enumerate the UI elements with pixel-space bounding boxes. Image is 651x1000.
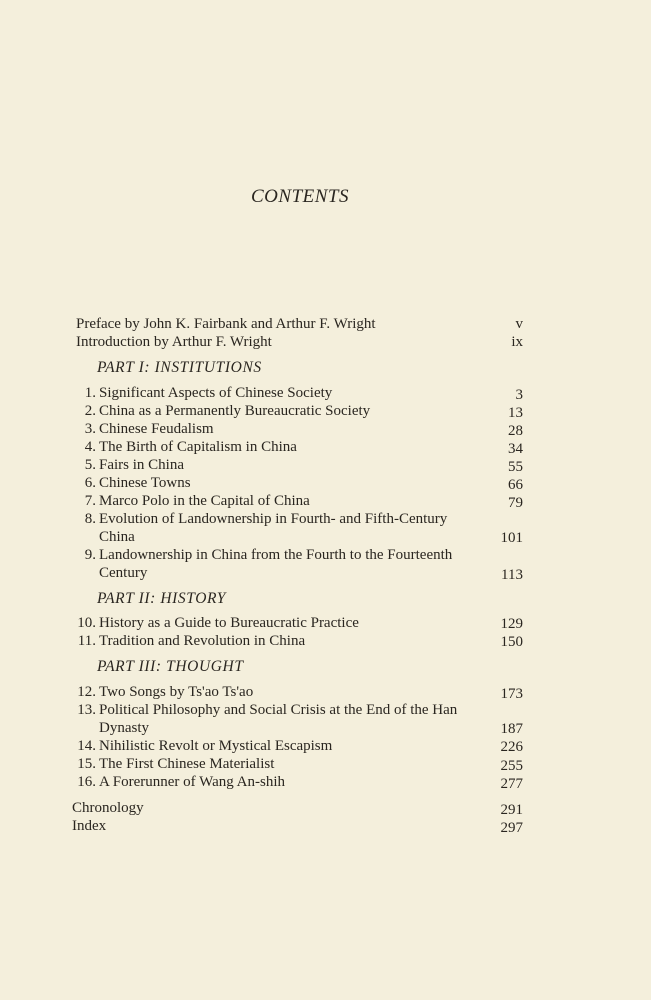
chapter-page: 255 [500, 758, 523, 774]
chapter-number: 8. [84, 511, 96, 527]
toc-entry [76, 420, 214, 438]
part-heading: PART I: INSTITUTIONS [97, 359, 262, 376]
chapter-title: Tradition and Revolution in China [99, 633, 306, 649]
toc-entry-introduction [76, 333, 272, 351]
chapter-title: Two Songs by Ts'ao Ts'ao [99, 684, 254, 700]
chapter-title-continued: Dynasty [99, 720, 149, 736]
contents-heading: CONTENTS [251, 186, 349, 207]
chapter-page: 13 [508, 405, 523, 421]
chapter-number: 2. [84, 403, 96, 419]
chapter-title: Fairs in China [99, 457, 184, 473]
chapter-title: Nihilistic Revolt or Mystical Escapism [99, 738, 333, 754]
toc-entry-chronology [72, 799, 144, 817]
toc-entry-label: Chronology [72, 800, 144, 816]
toc-entry-continuation [99, 564, 147, 582]
chapter-page: 113 [501, 567, 523, 583]
chapter-number: 5. [84, 457, 96, 473]
toc-entry [76, 546, 452, 564]
toc-entry [74, 773, 285, 791]
toc-page-chronology: 291 [500, 802, 523, 818]
toc-entry [74, 683, 253, 701]
chapter-number: 15. [77, 756, 96, 772]
toc-entry-index [72, 817, 106, 835]
toc-entry-continuation [99, 528, 135, 546]
chapter-title: Landownership in China from the Fourth to the Fourteenth [99, 547, 453, 563]
chapter-page: 3 [515, 387, 523, 403]
toc-entry [74, 737, 332, 755]
chapter-number: 13. [77, 702, 96, 718]
toc-entry [76, 384, 332, 402]
chapter-title: Marco Polo in the Capital of China [99, 493, 310, 509]
part-heading: PART II: HISTORY [97, 590, 227, 607]
toc-entry-label: Preface by John K. Fairbank and Arthur F. Wright [76, 316, 376, 332]
chapter-number: 10. [77, 615, 96, 631]
toc-page-index: 297 [500, 820, 523, 836]
chapter-title: Chinese Towns [99, 475, 191, 491]
chapter-title: Evolution of Landownership in Fourth- and Fifth-Century [99, 511, 448, 527]
chapter-title-continued: Century [99, 565, 148, 581]
chapter-page: 187 [500, 721, 523, 737]
chapter-number: 1. [84, 385, 96, 401]
chapter-number: 14. [77, 738, 96, 754]
toc-entry [76, 438, 297, 456]
part-heading: PART III: THOUGHT [97, 658, 244, 675]
chapter-title: Chinese Feudalism [99, 421, 214, 437]
toc-entry [76, 510, 447, 528]
toc-entry-preface [76, 315, 376, 333]
chapter-number: 6. [84, 475, 96, 491]
chapter-title: A Forerunner of Wang An-shih [99, 774, 285, 790]
chapter-number: 4. [84, 439, 96, 455]
toc-entry [76, 456, 184, 474]
chapter-page: 28 [508, 423, 523, 439]
chapter-number: 3. [84, 421, 96, 437]
chapter-number: 11. [77, 633, 96, 649]
toc-entry [76, 492, 310, 510]
chapter-number: 7. [84, 493, 96, 509]
toc-entry [74, 632, 305, 650]
chapter-page: 226 [500, 739, 523, 755]
chapter-number: 16. [77, 774, 96, 790]
chapter-number: 9. [84, 547, 96, 563]
chapter-number: 12. [77, 684, 96, 700]
toc-entry [76, 402, 370, 420]
toc-entry-continuation [99, 719, 149, 737]
toc-page-introduction: ix [511, 334, 523, 350]
chapter-page: 101 [500, 530, 523, 546]
toc-entry [74, 755, 274, 773]
chapter-page: 55 [508, 459, 523, 475]
chapter-title: China as a Permanently Bureaucratic Society [99, 403, 371, 419]
toc-page-preface: v [515, 316, 523, 332]
chapter-page: 34 [508, 441, 523, 457]
chapter-page: 66 [508, 477, 523, 493]
chapter-title-continued: China [99, 529, 135, 545]
chapter-title: The Birth of Capitalism in China [99, 439, 297, 455]
chapter-page: 173 [500, 686, 523, 702]
toc-entry [76, 474, 191, 492]
toc-entry [74, 614, 359, 632]
chapter-title: Political Philosophy and Social Crisis at the End of the Han [99, 702, 458, 718]
toc-entry-label: Index [72, 818, 107, 834]
chapter-title: The First Chinese Materialist [99, 756, 275, 772]
chapter-title: Significant Aspects of Chinese Society [99, 385, 333, 401]
chapter-page: 129 [500, 616, 523, 632]
chapter-title: History as a Guide to Bureaucratic Practice [99, 615, 359, 631]
chapter-page: 277 [500, 776, 523, 792]
contents-heading-wrap [0, 186, 600, 208]
toc-entry-label: Introduction by Arthur F. Wright [76, 334, 272, 350]
toc-entry [74, 701, 457, 719]
chapter-page: 150 [500, 634, 523, 650]
chapter-page: 79 [508, 495, 523, 511]
